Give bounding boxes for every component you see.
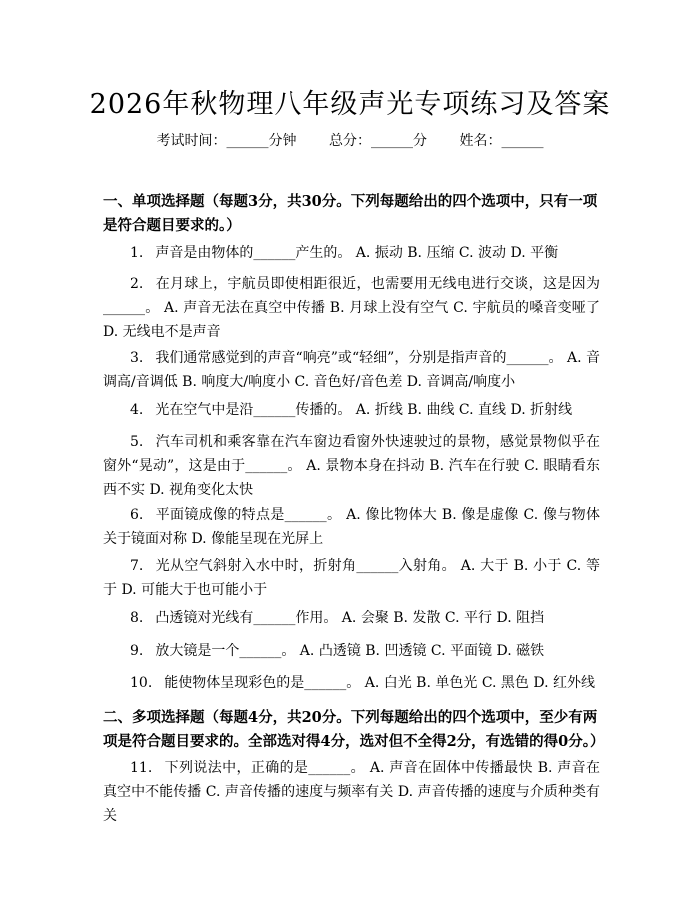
total-score-field: 总分：______分 bbox=[329, 133, 427, 149]
question-text: 我们通常感觉到的声音“响亮”或“轻细”，分别是指声音的______。 A. 音调高/音调低 B. 响度大/响度小 C. 音色好/音色差 D. 音调高/响度小 bbox=[103, 350, 600, 390]
question-number: 8. bbox=[130, 610, 144, 626]
question-text: 凸透镜对光线有______作用。 A. 会聚 B. 发散 C. 平行 D. 阻挡 bbox=[155, 610, 545, 626]
question-2 bbox=[103, 272, 600, 344]
question-number: 5. bbox=[130, 434, 144, 450]
section-heading-single-choice: 一、单项选择题（每题3分，共30分。下列每题给出的四个选项中，只有一项是符合题目要求的。） bbox=[103, 193, 598, 234]
question-number: 7. bbox=[130, 558, 144, 574]
question-4 bbox=[103, 398, 600, 422]
page-title: 2026年秋物理八年级声光专项练习及答案 bbox=[89, 89, 611, 120]
question-number: 10. bbox=[130, 675, 153, 691]
exam-time-field: 考试时间：______分钟 bbox=[156, 133, 297, 149]
question-text: 放大镜是一个______。 A. 凸透镜 B. 凹透镜 C. 平面镜 D. 磁铁 bbox=[155, 643, 545, 659]
question-text: 声音是由物体的______产生的。 A. 振动 B. 压缩 C. 波动 D. 平衡 bbox=[155, 245, 559, 261]
question-number: 2. bbox=[130, 276, 144, 292]
question-text: 在月球上，宇航员即使相距很近，也需要用无线电进行交谈，这是因为______。 A. 声音无法在真空中传播 B. 月球上没有空气 C. 宇航员的嗓音变哑了 D. 无线电不是声音 bbox=[103, 276, 600, 340]
question-7 bbox=[103, 554, 600, 602]
question-10 bbox=[103, 671, 600, 695]
question-number: 9. bbox=[130, 643, 144, 659]
question-11 bbox=[103, 756, 600, 828]
question-5 bbox=[103, 430, 600, 502]
question-text: 平面镜成像的特点是______。 A. 像比物体大 B. 像是虚像 C. 像与物体关于镜面对称 D. 像能呈现在光屏上 bbox=[103, 507, 600, 547]
question-1 bbox=[103, 241, 600, 265]
student-name-field: 姓名：______ bbox=[459, 133, 544, 149]
question-number: 6. bbox=[130, 507, 144, 523]
question-number: 11. bbox=[130, 760, 153, 776]
question-6 bbox=[103, 503, 600, 551]
section-heading-multiple-choice: 二、多项选择题（每题4分，共20分。下列每题给出的四个选项中，至少有两项是符合题目要求的。全部选对得4分，选对但不全得2分，有选错的得0分。） bbox=[103, 709, 605, 750]
question-number: 4. bbox=[130, 402, 144, 418]
question-3 bbox=[103, 346, 600, 394]
question-9 bbox=[103, 639, 600, 663]
question-text: 光从空气斜射入水中时，折射角______入射角。 A. 大于 B. 小于 C. 等于 D. 可能大于也可能小于 bbox=[103, 558, 600, 598]
question-8 bbox=[103, 606, 600, 630]
question-text: 能使物体呈现彩色的是______。 A. 白光 B. 单色光 C. 黑色 D. 红外线 bbox=[164, 675, 596, 691]
exam-meta bbox=[0, 130, 700, 150]
question-text: 汽车司机和乘客靠在汽车窗边看窗外快速驶过的景物，感觉景物似乎在窗外“晃动”，这是由于______。 A. 景物本身在抖动 B. 汽车在行驶 C. 眼睛看东西不实 D. 视角变化太快 bbox=[103, 434, 600, 498]
question-text: 光在空气中是沿______传播的。 A. 折线 B. 曲线 C. 直线 D. 折射线 bbox=[155, 402, 573, 418]
question-text: 下列说法中，正确的是______。 A. 声音在固体中传播最快 B. 声音在真空中不能传播 C. 声音传播的速度与频率有关 D. 声音传播的速度与介质种类有关 bbox=[103, 760, 600, 824]
question-number: 1. bbox=[130, 245, 144, 261]
question-number: 3. bbox=[130, 350, 144, 366]
